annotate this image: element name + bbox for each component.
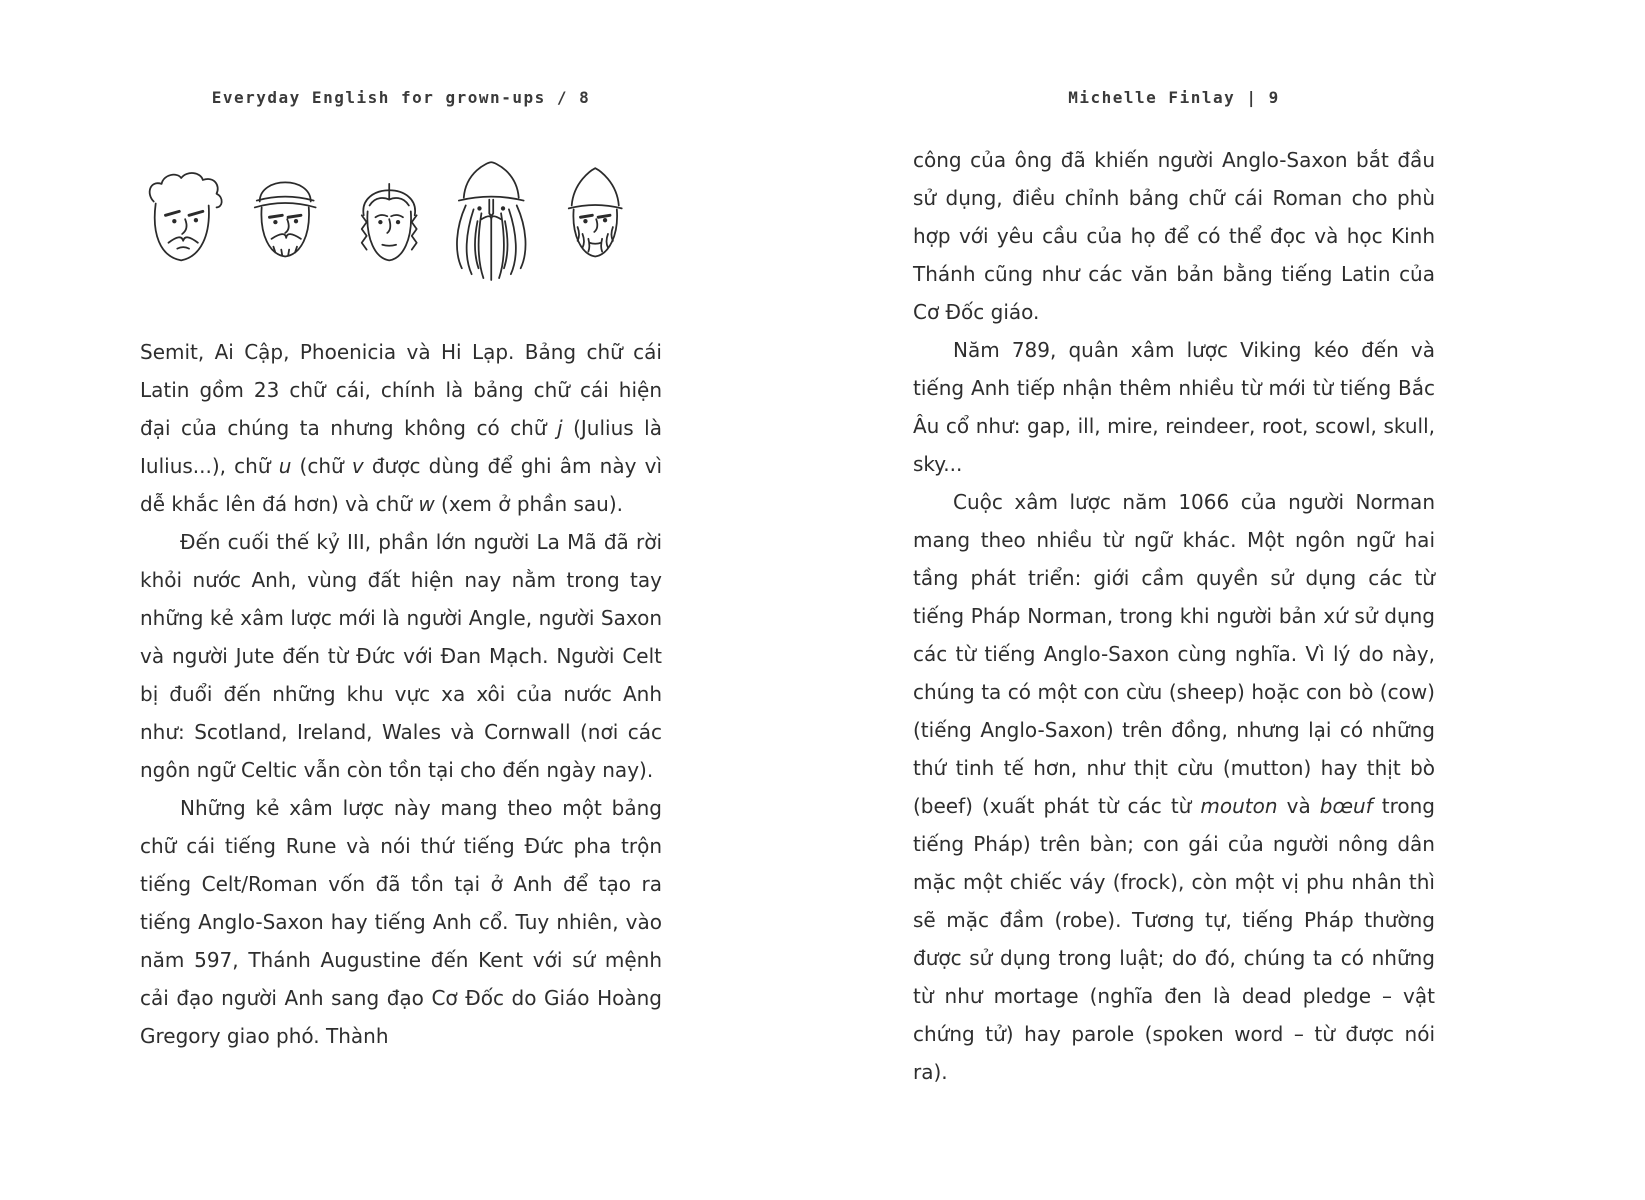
roman-man-face-icon <box>150 173 222 260</box>
five-faces-illustration <box>140 151 662 309</box>
text-segment: bœuf <box>1319 794 1373 818</box>
text-segment: Cuộc xâm lược năm 1066 của người Norman mang theo nhiều từ ngữ khác. Một ngôn ngữ hai tầng phát triển: giới cầm quyền sử dụng các từ tiếng Pháp Norman, trong khi người bản xứ sử dụng các từ tiếng Anglo-Saxon cùng nghĩa. Vì lý do này, chúng ta có một con cừu (sheep) hoặc con bò (cow) (tiếng Anglo-Saxon) trên đồng, nhưng lại có những thứ tinh tế hơn, như thịt cừu (mutton) hay thịt bò (beef) (xuất phát từ các từ <box>913 490 1435 818</box>
text-segment: Đến cuối thế kỷ III, phần lớn người La Mã đã rời khỏi nước Anh, vùng đất hiện nay nằm trong tay những kẻ xâm lược mới là người Angle, người Saxon và người Jute đến từ Đức với Đan Mạch. Người Celt bị đuổi đến những khu vực xa xôi của nước Anh như: Scotland, Ireland, Wales và Cornwall (nơi các ngôn ngữ Celtic vẫn còn tồn tại cho đến ngày nay). <box>140 530 662 782</box>
text-segment: trong tiếng Pháp) trên bàn; con gái của người nông dân mặc một chiếc váy (frock), còn một vị phu nhân thì sẽ mặc đầm (robe). Tương tự, tiếng Pháp thường được sử dụng trong luật; do đó, chúng ta có những từ như mortage (nghĩa đen là dead pledge – vật chứng tử) hay parole (spoken word – từ được nói ra). <box>913 794 1435 1084</box>
right-page-text <box>913 141 1435 1091</box>
text-segment: mouton <box>1200 794 1278 818</box>
left-page-header: Everyday English for grown-ups / 8 <box>211 88 591 107</box>
text-segment: v <box>351 454 364 478</box>
left-page-text <box>140 333 662 1055</box>
five-faces-sketch <box>140 151 660 309</box>
text-segment: Năm 789, quân xâm lược Viking kéo đến và tiếng Anh tiếp nhận thêm nhiều từ mới từ tiếng Bắc Âu cổ như: gap, ill, mire, reindeer, root, scowl, skull, sky... <box>913 338 1435 476</box>
paragraph <box>140 523 662 789</box>
helmeted-soldier-face-icon <box>255 182 316 256</box>
paragraph <box>913 331 1435 483</box>
text-segment: được dùng để ghi âm này vì dễ khắc lên đá hơn) và chữ <box>140 454 662 516</box>
text-segment: và <box>1277 794 1320 818</box>
conical-helmet-man-face-icon <box>569 168 622 256</box>
paragraph <box>140 333 662 523</box>
paragraph <box>913 141 1435 331</box>
text-segment: (xem ở phần sau). <box>434 492 623 516</box>
text-segment: (chữ <box>291 454 352 478</box>
text-segment: j <box>557 416 563 440</box>
paragraph <box>913 483 1435 1091</box>
text-segment: Những kẻ xâm lược này mang theo một bảng chữ cái tiếng Rune và nói thứ tiếng Đức pha trộn tiếng Celt/Roman vốn đã tồn tại ở Anh để tạo ra tiếng Anglo-Saxon hay tiếng Anh cổ. Tuy nhiên, vào năm 597, Thánh Augustine đến Kent với sứ mệnh cải đạo người Anh sang đạo Cơ Đốc do Giáo Hoàng Gregory giao phó. Thành <box>140 796 662 1048</box>
right-page <box>913 88 1435 1091</box>
text-segment: (Julius là Iulius...), chữ <box>140 416 662 478</box>
viking-bearded-face-icon <box>457 162 526 280</box>
text-segment: công của ông đã khiến người Anglo-Saxon bắt đầu sử dụng, điều chỉnh bảng chữ cái Roman cho phù hợp với yêu cầu của họ để có thể đọc và học Kinh Thánh cũng như các văn bản bằng tiếng Latin của Cơ Đốc giáo. <box>913 148 1435 324</box>
text-segment: Semit, Ai Cập, Phoenicia và Hi Lạp. Bảng chữ cái Latin gồm 23 chữ cái, chính là bảng chữ cái hiện đại của chúng ta nhưng không có chữ <box>140 340 662 440</box>
paragraph <box>140 789 662 1055</box>
text-segment: u <box>278 454 292 478</box>
braided-woman-face-icon <box>362 184 417 261</box>
right-page-header: Michelle Finlay | 9 <box>1068 88 1280 107</box>
text-segment: w <box>418 492 435 516</box>
left-page <box>140 88 662 1055</box>
